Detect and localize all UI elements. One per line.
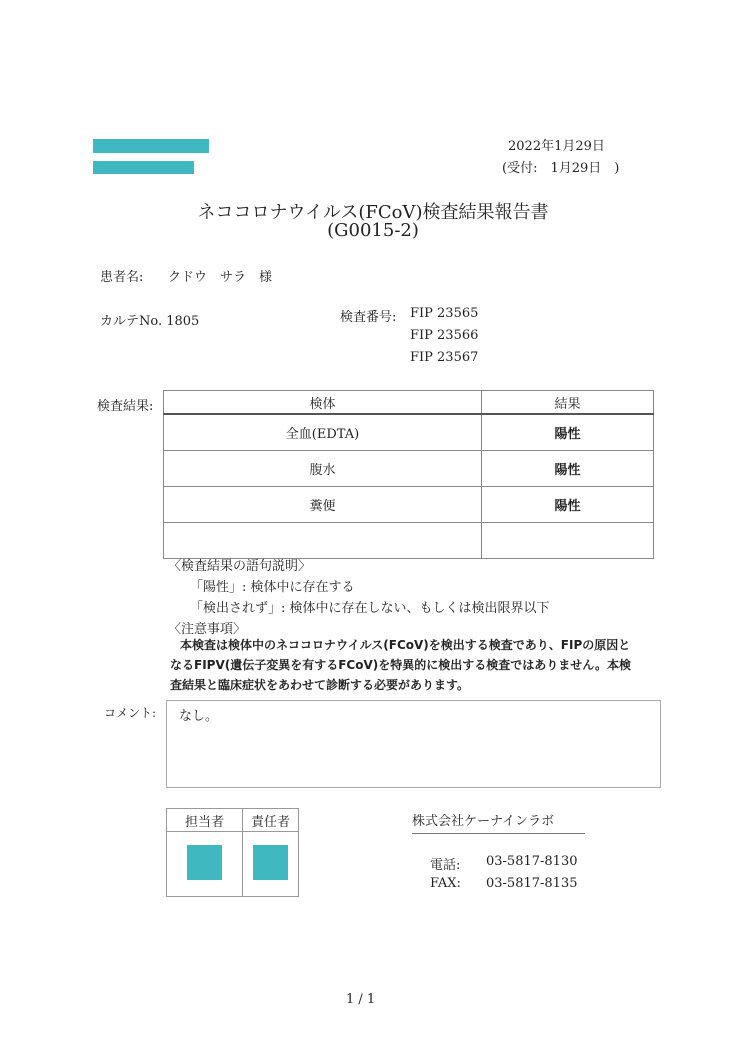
comment-label: コメント:	[104, 706, 157, 720]
redacted-clinic-name	[93, 139, 209, 153]
test-number-label: 検査番号:	[340, 310, 397, 325]
specimen-cell: 糞便	[164, 487, 482, 523]
table-header	[164, 391, 654, 415]
company-name: 株式会社ケーナインラボ	[412, 810, 585, 834]
fax-number: 03-5817-8135	[486, 876, 578, 891]
test-number: FIP 23565	[410, 306, 479, 321]
comment-box	[166, 700, 661, 788]
fax-label: FAX:	[430, 876, 461, 891]
specimen-cell: 腹水	[164, 451, 482, 487]
supervisor-stamp	[253, 845, 288, 880]
results-label: 検査結果:	[97, 399, 154, 414]
redacted-doctor-name	[93, 161, 194, 174]
received-date: (受付: 1月29日 )	[502, 161, 620, 176]
notes-line: 査結果と臨床症状をあわせて診断する必要があります。	[170, 678, 470, 692]
header-supervisor: 責任者	[243, 809, 299, 832]
notes-line: 本検査は検体中のネココロナウイルス(FCoV)を検出する検査であり、FIPの原因と	[180, 638, 631, 652]
tel-label: 電話:	[430, 858, 461, 873]
test-number: FIP 23566	[410, 328, 479, 343]
tel-number: 03-5817-8130	[486, 854, 578, 869]
notes-heading: 〈注意事項〉	[168, 622, 247, 637]
table-row	[164, 487, 654, 523]
signature-table	[166, 808, 299, 897]
page-title: ネココロナウイルス(FCoV)検査結果報告書	[197, 202, 549, 223]
glossary-item: 「陽性」: 検体中に存在する	[190, 580, 355, 595]
specimen-cell: 全血(EDTA)	[164, 414, 482, 451]
glossary-item: 「検出されず」: 検体中に存在しない、もしくは検出限界以下	[190, 601, 550, 616]
patient-label: 患者名:	[100, 270, 144, 285]
header-staff: 担当者	[167, 809, 243, 832]
header-result: 結果	[482, 391, 654, 415]
patient-name: クドウ サラ 様	[168, 270, 273, 285]
test-number: FIP 23567	[410, 350, 479, 365]
report-code: (G0015-2)	[327, 220, 419, 241]
result-cell: 陽性	[482, 487, 654, 523]
results-table	[163, 390, 654, 559]
notes-line: なるFIPV(遺伝子変異を有するFCoV)を特異的に検出する検査ではありません。本検	[170, 658, 631, 672]
page-number: 1 / 1	[346, 992, 376, 1007]
comment-text: なし。	[179, 709, 219, 724]
result-cell: 陽性	[482, 414, 654, 451]
glossary-heading: 〈検査結果の語句説明〉	[168, 559, 312, 574]
chart-number: カルテNo. 1805	[100, 314, 200, 329]
staff-stamp	[187, 845, 222, 880]
header-specimen: 検体	[164, 391, 482, 415]
table-row	[164, 451, 654, 487]
report-date: 2022年1月29日	[508, 139, 605, 154]
table-row	[164, 414, 654, 451]
table-row-empty	[164, 523, 654, 559]
result-cell: 陽性	[482, 451, 654, 487]
